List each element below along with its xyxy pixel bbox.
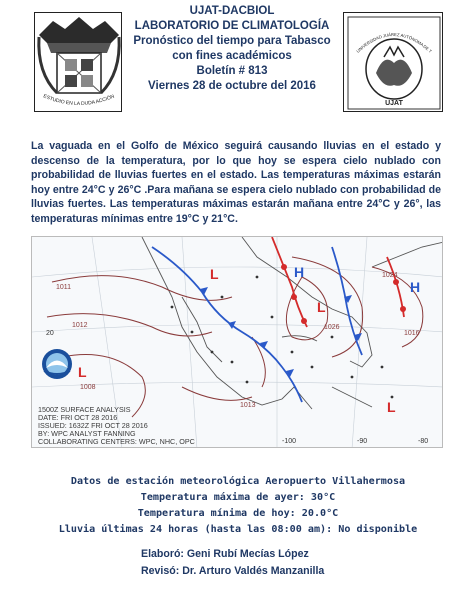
bulletin-date: Viernes 28 de octubre del 2016 (148, 80, 316, 92)
svg-text:DATE: FRI OCT 28 2016: DATE: FRI OCT 28 2016 (38, 413, 118, 422)
header-line-academic: con fines académicos (172, 50, 292, 62)
fronts (152, 237, 404, 402)
svg-text:1024: 1024 (382, 272, 398, 279)
svg-text:UNIVERSIDAD JUÁREZ AUTÓNOMA DE: UNIVERSIDAD JUÁREZ AUTÓNOMA DE T (355, 31, 433, 54)
svg-text:-80: -80 (418, 438, 429, 445)
forecast-text: La vaguada en el Golfo de México seguirá causando lluvias en el estado y descenso de la temperatura, por lo que hoy se espera cielo nublado con probabilidad de lluvias fuertes en el estado. Las temperaturas máximas estarán hoy entre 24°C y 26°C .Para mañana se espera cielo nublado con probabilidad de lluvias fuertes. Las temperaturas máximas estarán mañana entre 24°C y 26°, las temperaturas mínimas entre 19°C y 21°C. (31, 140, 441, 225)
svg-text:1016: 1016 (404, 330, 420, 337)
cold-front-barbs (200, 287, 362, 377)
svg-text:-90: -90 (357, 438, 368, 445)
header-line-lab: LABORATORIO DE CLIMATOLOGÍA (134, 20, 330, 32)
university-seal-right (343, 12, 443, 112)
map-caption (38, 405, 195, 446)
credits (141, 546, 324, 580)
station-rain: Lluvia últimas 24 horas (hasta las 08:00 am): No disponible (58, 524, 418, 535)
svg-text:-100: -100 (282, 438, 297, 445)
svg-text:ISSUED: 1632Z FRI OCT 28 2016: ISSUED: 1632Z FRI OCT 28 2016 (38, 421, 148, 430)
svg-text:1011: 1011 (56, 284, 72, 291)
seal-round-icon (344, 13, 444, 113)
header-line-purpose: Pronóstico del tiempo para Tabasco (133, 35, 331, 47)
low-center-3: L (317, 299, 326, 315)
university-crest-left (34, 12, 122, 112)
low-center-4: L (387, 399, 396, 415)
station-data (36, 474, 440, 538)
low-center-2: L (78, 364, 87, 380)
weather-map (32, 237, 443, 448)
noaa-logo-icon (42, 349, 72, 379)
isobars (47, 257, 423, 417)
station-tmin: Temperatura mínima de hoy: 20.0°C (137, 508, 339, 519)
surface-analysis-map (31, 236, 443, 448)
credit-made-by: Elaboró: Geni Rubí Mecías López (141, 548, 309, 560)
header-line-org: UJAT-DACBIOL (189, 5, 275, 17)
low-center-1: L (210, 266, 219, 282)
station-title: Datos de estación meteorológica Aeropuerto Villahermosa (70, 476, 406, 487)
bulletin-number: Boletín # 813 (196, 65, 268, 77)
svg-text:COLLABORATING CENTERS: WPC, NH: COLLABORATING CENTERS: WPC, NHC, OPC (38, 437, 195, 446)
svg-text:UJAT: UJAT (385, 100, 403, 107)
pressure-labels (56, 272, 420, 409)
svg-text:1012: 1012 (72, 322, 88, 329)
high-center-2: H (410, 279, 421, 295)
svg-text:20: 20 (46, 330, 54, 337)
svg-text:ESTUDIO EN LA DUDA ACCIÓN EN L: ESTUDIO EN LA DUDA ACCIÓN (42, 93, 116, 108)
svg-text:1008: 1008 (80, 384, 96, 391)
credit-revised-by: Revisó: Dr. Arturo Valdés Manzanilla (141, 565, 325, 577)
svg-text:1026: 1026 (324, 324, 340, 331)
svg-text:1013: 1013 (240, 402, 256, 409)
station-tmax: Temperatura máxima de ayer: 30°C (140, 492, 336, 503)
crest-eagle-icon (35, 13, 123, 113)
svg-text:1500Z SURFACE ANALYSIS: 1500Z SURFACE ANALYSIS (38, 405, 131, 414)
header-titles (120, 4, 344, 94)
svg-text:BY: WPC ANALYST FANNING: BY: WPC ANALYST FANNING (38, 429, 136, 438)
high-center-1: H (294, 264, 305, 280)
